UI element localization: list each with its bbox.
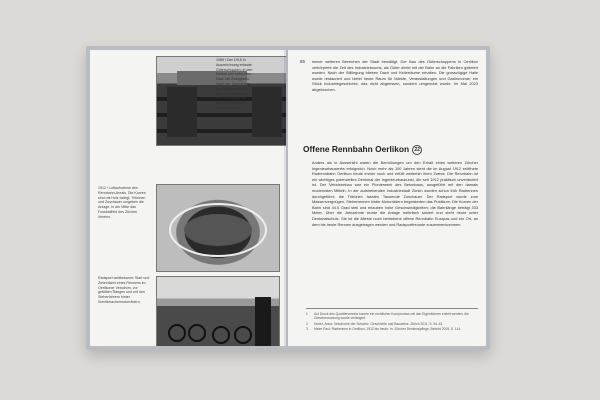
main-paragraph: Anders als in Aussersihl waren die Bemühungen um den Erhalt eines weiteren Zürcher Ingenieurbauwerks erfolgreich. Noch mehr als 100 Jahren steht die im August 1912 eröffnete Radrennbahn Oerlikon heute immer noch und erfüllt weiterhin ihren Zweck. Die Rennbahn ist ein wichtiges potenzielles Denkmal der Ingenieurbaukunst, die seit 1912 praktisch unverändert ist. Der Velodrombau war ein Pionierwerk des Betonbaus, ausgeführt mit den damals modernsten Mitteln. In der aufstrebenden Industriestadt Zürich wurden schon früh Radrennen durchgeführt; die Tribünen fassten Tausende Zuschauer. Der Radsport wurde zum Massenvergnügen, Steherrennen hinter Motorrädern begeisterten das Publikum. Die Kurven der Bahn sind 44.5 Grad steil und erlauben hohe Geschwindigkeiten; die Bahnlänge beträgt 333 Meter. Über die Jahrzehnte wurde die Anlage mehrfach saniert und steht heute unter Denkmalschutz. Sie ist die älteste noch betriebene offene Rennbahn Europas und ein Ort, an dem bis heute Rennen ausgetragen werden und Radsportfreunde zusammenkommen. [312,160,478,227]
section-heading [303,144,422,155]
footnote-text: Meier Paul: Radrennen in Oerlikon, 1912 bis heute. In: Zürcher Denkmalpflege, Bericht 2019, S. 114. [314,327,462,332]
footnote-2 [306,322,478,326]
velodrome-illustration [157,185,279,271]
footnote-number: 1 [306,312,308,316]
photo-cycling-race [156,276,280,346]
footnote-1 [306,312,478,321]
open-book [86,46,490,350]
footnote-text: Huber, Anna: Velodrome der Schweiz. Geschichte und Bauweise. Zürich 2011, S. 54–61. [314,321,444,326]
right-page [288,50,486,346]
page-number: 85 [300,59,306,64]
left-page [90,50,286,346]
circled-number-icon: 22 [412,145,422,155]
footnote-number: 2 [306,321,308,326]
footnote-3 [306,327,478,331]
photo-caption-top: 1989 / Der 1915 in Auszeichnung erbaute Güterschuppen, in den Kellern und unter dem Dach die Zweigbahn. Nach der Umnutzung der Ingenieur-Rudolf-Bösch-Gebäude, die mit dem Schuppen als Bahnhof Oerlikon eröffnet wurde. [216,58,255,110]
photo-caption-middle: 1912 / Luftaufnahme des Rennbahn-Areals. Die Kurven sind mit Holz belegt, Tribünen und Zuschauer umgeben die Anlage. In der Mitte das Fussballfeld des Zürcher Vereins. [98,186,146,219]
cyclists-illustration [157,277,279,346]
footnote-number: 3 [306,327,308,332]
photo-velodrome-aerial [156,184,280,272]
footnote-divider [306,308,478,309]
footnote-text: Auf Druck des Quartiervereins konnte ein rechtlicher Kompromiss mit den Eigentümern erzielt werden; die Zwischennutzung wurde verlängert. [314,312,469,321]
footnotes [306,312,478,333]
intro-paragraph: immer weiteren Bereichen der Stadt bewältigt. Der Bau des Güterschuppens in Oerlikon verkörperte die Zeit des Industriebooms, als Güter direkt mit der Bahn an die Fabriken geliefert wurden. Nach der Stilllegung blieben Dach und Kellerräume erhalten. Die grosszügige Halle wurde restauriert und bietet heute Raum für Märkte, Veranstaltungen und Gastronomie; ein Stück Industriegeschichte, das nicht abgerissen, sondern umgenutzt wurde. Im Mai 2023 abgebrochen. [312,59,478,92]
photo-caption-bottom: Radsport weltbekannt: Start und Zieleinfahrt eines Rennens im Oerlikoner Velodrom, vor gefüllten Rängen und mit den Steherfahrern hinter Schrittmachermotorrädern. [98,276,150,304]
section-heading-text: Offene Rennbahn Oerlikon [303,144,410,154]
